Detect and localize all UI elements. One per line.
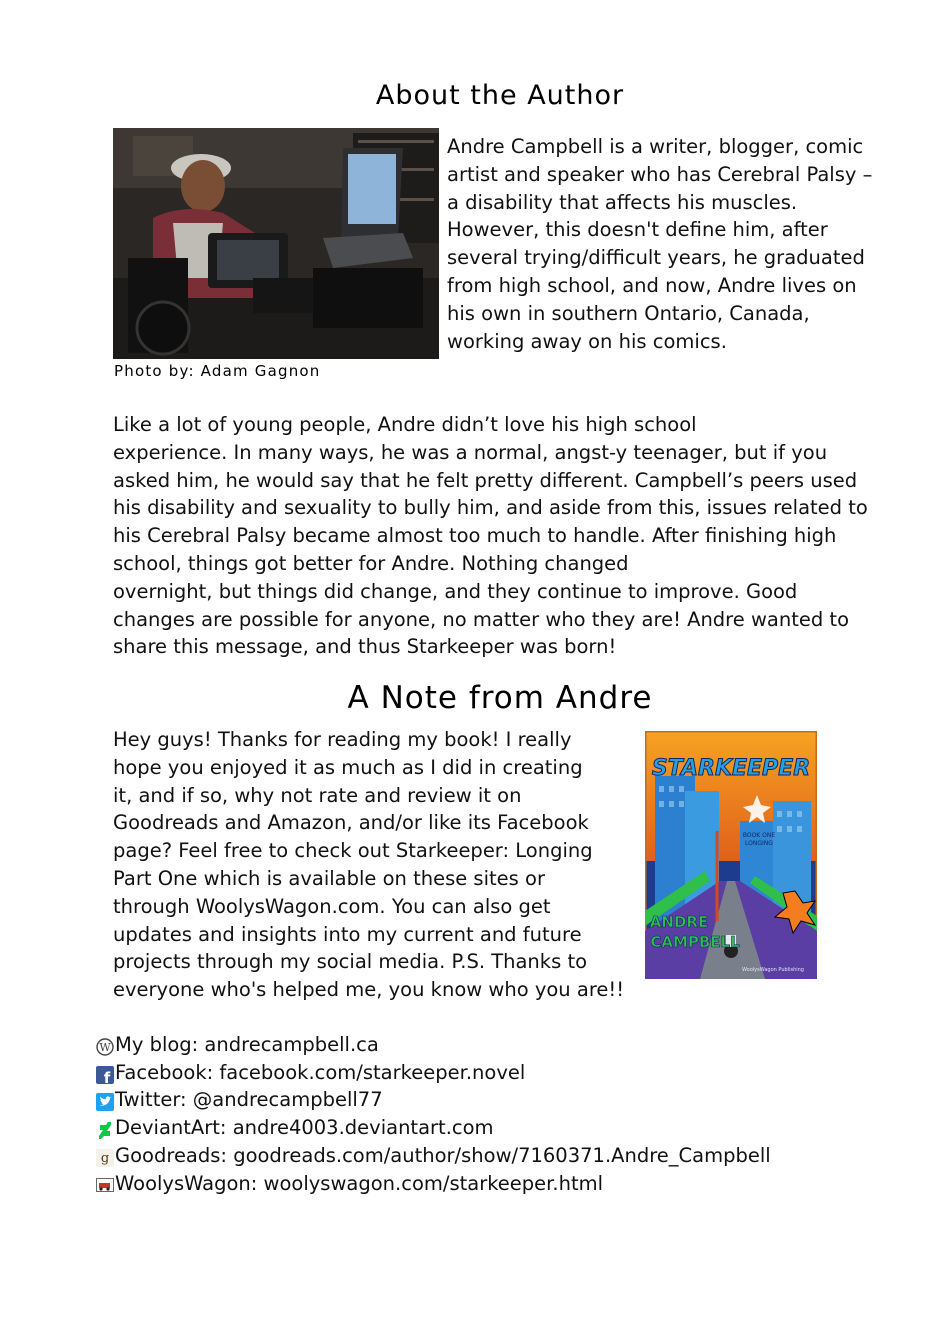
note-line: through WoolysWagon.com. You can also get — [113, 894, 551, 918]
note-line: updates and insights into my current and future — [113, 922, 582, 946]
bio-line: school, things got better for Andre. Nothing changed — [113, 551, 629, 575]
link-facebook[interactable] — [96, 1059, 771, 1087]
facebook-icon — [96, 1064, 114, 1082]
author-bio — [113, 411, 883, 661]
note-line: Part One which is available on these sites or — [113, 866, 545, 890]
book-cover — [645, 731, 817, 979]
link-facebook-text[interactable]: Facebook: facebook.com/starkeeper.novel — [115, 1060, 526, 1084]
bio-line: share this message, and thus Starkeeper was born! — [113, 635, 617, 659]
bio-line: experience. In many ways, he was a normal, angst-y teenager, but if you — [113, 440, 828, 464]
cover-title: STARKEEPER — [651, 756, 811, 781]
note-line: projects through my social media. P.S. Thanks to — [113, 950, 588, 974]
cover-subtitle-1: BOOK ONE — [742, 832, 776, 839]
about-heading: About the Author — [375, 80, 625, 111]
link-woolyswagon-text[interactable]: WoolysWagon: woolyswagon.com/starkeeper.html — [115, 1171, 604, 1195]
note-line: Goodreads and Amazon, and/or like its Facebook — [113, 811, 589, 835]
author-intro: Andre Campbell is a writer, blogger, comic artist and speaker who has Cerebral Palsy – a disability that affects his muscles. However, this doesn't define him, after several trying/difficult years, he graduated from high school, and now, Andre lives on his own in southern Ontario, Canada, working away on his comics. — [447, 135, 873, 353]
bio-line: asked him, he would say that he felt pretty different. Campbell’s peers used — [113, 468, 858, 492]
bio-line: Like a lot of young people, Andre didn’t love his high school — [113, 413, 697, 436]
cover-publisher: WoolysWagon Publishing — [742, 967, 804, 973]
note-line: page? Feel free to check out Starkeeper: Longing — [113, 839, 593, 863]
bio-line: his Cerebral Palsy became almost too much to handle. After finishing high — [113, 524, 837, 548]
photo-caption: Photo by: Adam Gagnon — [114, 362, 321, 380]
wordpress-icon — [96, 1036, 114, 1054]
note-line: hope you enjoyed it as much as I did in creating — [113, 755, 583, 779]
link-twitter[interactable] — [96, 1086, 771, 1114]
svg-text:g: g — [100, 1150, 110, 1166]
link-twitter-text[interactable]: Twitter: @andrecampbell77 — [115, 1088, 383, 1112]
goodreads-icon — [96, 1147, 114, 1165]
link-blog[interactable] — [96, 1031, 771, 1059]
deviantart-icon — [96, 1119, 114, 1137]
link-goodreads[interactable] — [96, 1142, 771, 1170]
social-links — [96, 1031, 771, 1197]
link-deviantart-text[interactable]: DeviantArt: andre4003.deviantart.com — [115, 1116, 494, 1140]
cover-author-1: ANDRE — [649, 913, 709, 931]
note-line: Hey guys! Thanks for reading my book! I really — [113, 728, 572, 751]
author-photo — [113, 128, 439, 359]
svg-text:f: f — [103, 1068, 111, 1084]
note-line: it, and if so, why not rate and review it on — [113, 783, 522, 807]
bio-line: overnight, but things did change, and they continue to improve. Good — [113, 579, 798, 603]
link-blog-text[interactable]: My blog: andrecampbell.ca — [115, 1033, 379, 1056]
link-woolyswagon[interactable] — [96, 1170, 771, 1198]
link-deviantart[interactable] — [96, 1114, 771, 1142]
svg-text:W: W — [99, 1040, 111, 1054]
cover-subtitle-2: LONGING — [745, 840, 773, 847]
twitter-icon — [96, 1091, 114, 1109]
note-line: everyone who's helped me, you know who you are!! — [113, 978, 625, 1002]
note-heading: A Note from Andre — [347, 680, 653, 716]
note-text — [113, 726, 633, 1004]
bio-line: his disability and sexuality to bully him, and aside from this, issues related to — [113, 496, 868, 520]
cover-author-2: CAMPBELL — [650, 933, 740, 951]
bio-line: changes are possible for anyone, no matter who they are! Andre wanted to — [113, 607, 850, 631]
link-goodreads-text[interactable]: Goodreads: goodreads.com/author/show/7160371.Andre_Campbell — [115, 1143, 771, 1167]
woolyswagon-icon — [96, 1174, 114, 1192]
